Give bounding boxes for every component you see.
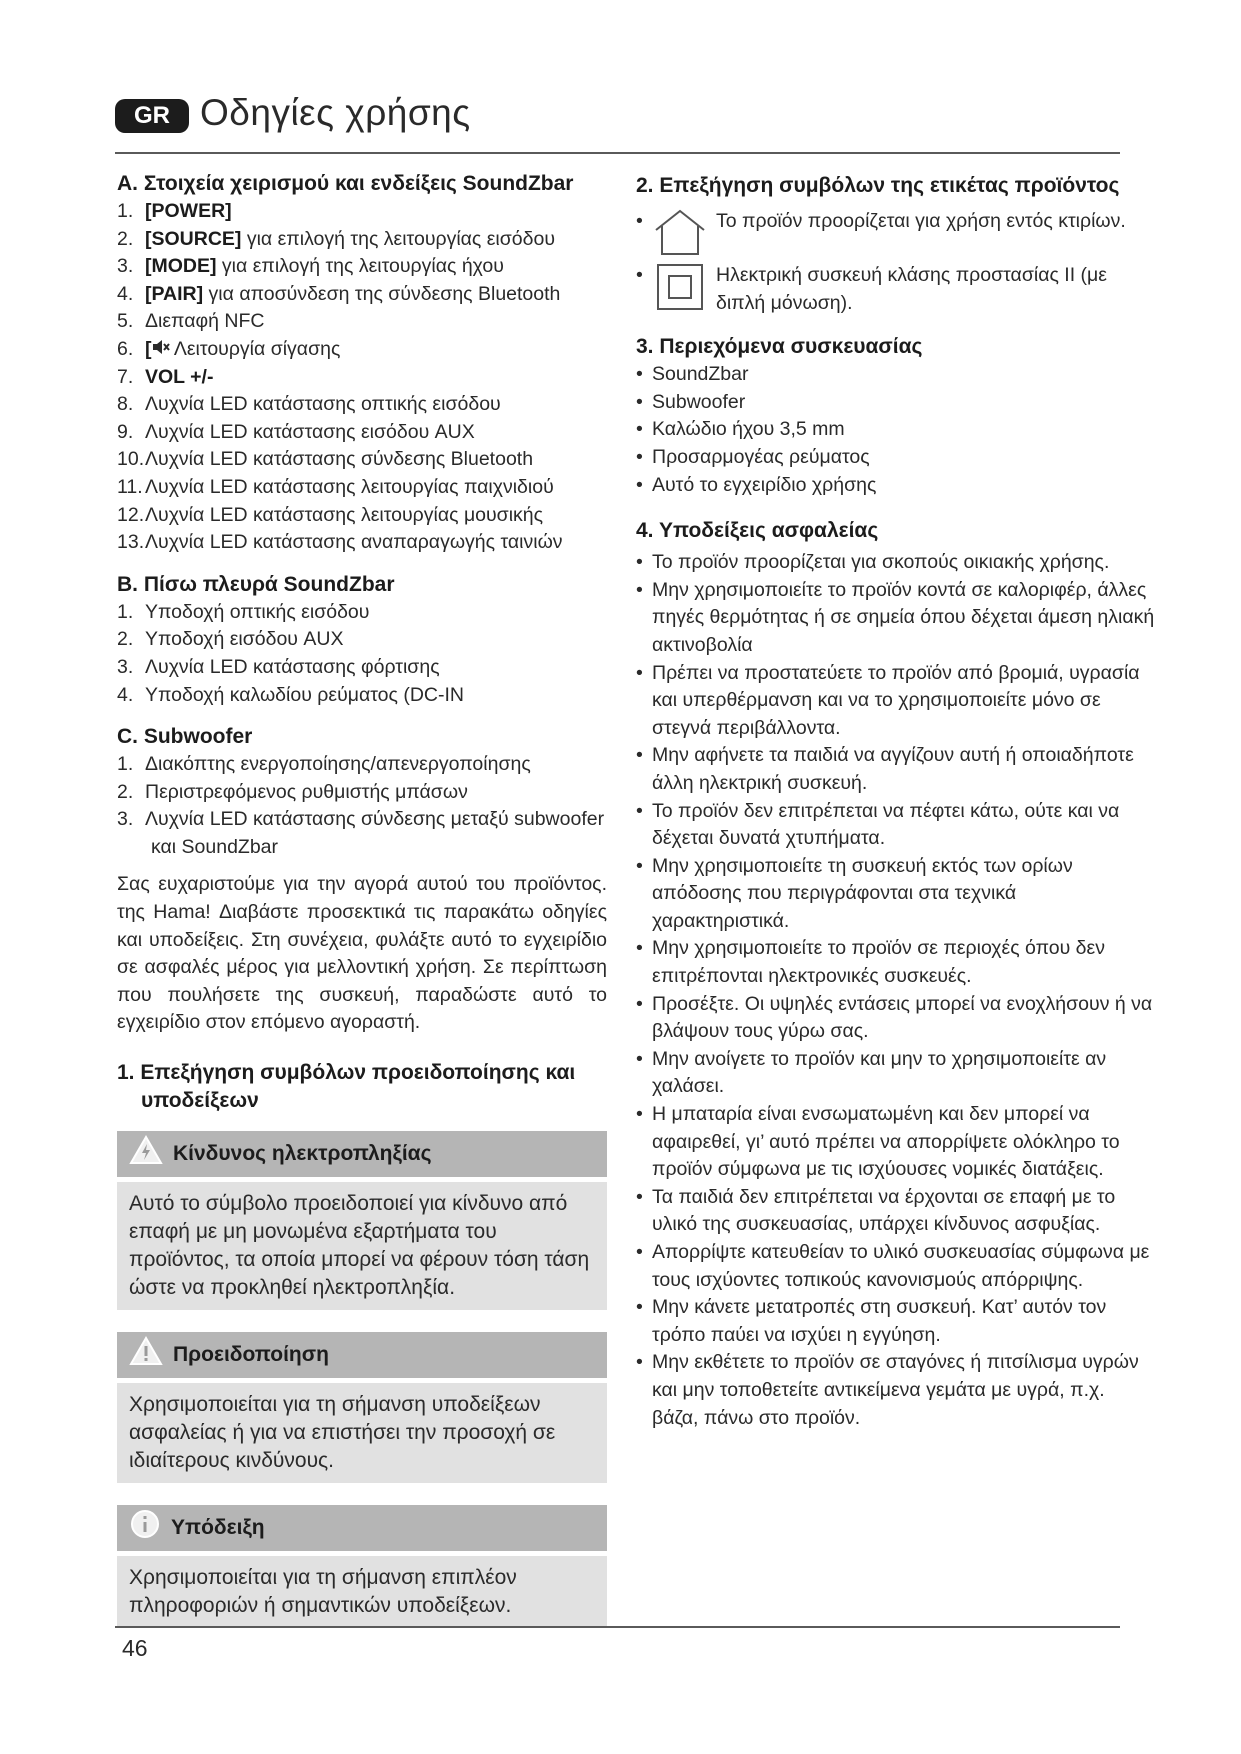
list-item [117,281,607,309]
item-number: 7. [117,365,134,388]
notice-title: Κίνδυνος ηλεκτροπληξίας [173,1142,432,1166]
section-1-heading [117,1059,607,1115]
item-number: 3. [117,655,134,678]
list-item: • Πρέπει να προστατεύετε το προϊόν από βρομιά, υγρασία και υπερθέρμανση και να το χρησιμοποιείτε μόνο σε στεγνά περιβάλλοντα. [636,660,1156,743]
list-item: • Μην ανοίγετε το προϊόν και μην το χρησιμοποιείτε αν χαλάσει. [636,1046,1156,1101]
notice-hint [117,1505,607,1628]
item-number: 4. [117,282,134,305]
item-number: 1. [117,753,134,776]
package-contents-list [636,361,1156,499]
left-column [117,170,607,1628]
list-item: • Προσαρμογέας ρεύματος [636,444,1156,472]
section-2-heading: 2. Επεξήγηση συμβόλων της ετικέτας προϊόντος [636,174,1120,197]
item-number: 2. [117,780,134,803]
list-item [117,529,607,557]
list-item [117,502,607,530]
list-item: • Μην χρησιμοποιείτε το προϊόν κοντά σε καλοριφέρ, άλλες πηγές θερμότητας ή σε σημεία όπου δέχεται άμεση ηλιακή ακτινοβολία [636,577,1156,660]
section-c-list [117,751,607,861]
list-item [117,253,607,281]
warning-icon [129,1336,173,1374]
warning-icon [129,1135,173,1173]
section-c-heading: C. Subwoofer [117,725,253,749]
item-text: Λυχνία LED κατάστασης οπτικής εισόδου [145,393,501,416]
item-text: Λυχνία LED κατάστασης λειτουργίας παιχνιδιού [145,475,554,498]
list-item: • Μην εκθέτετε το προϊόν σε σταγόνες ή πιτσίλισμα υγρών και μην τοποθετείτε αντικείμενα γεμάτα με υγρά, π.χ. βάζα, πάνω στο προϊόν. [636,1349,1156,1432]
notice-electric-shock [117,1131,607,1310]
page-title: Οδηγίες χρήσης [200,92,471,133]
list-item [117,198,607,226]
item-text: για αποσύνδεση της σύνδεσης Bluetooth [203,282,561,305]
notice-body: Χρησιμοποιείται για τη σήμανση επιπλέον πληροφοριών ή σημαντικών υποδείξεων. [117,1556,607,1628]
list-item [117,779,607,807]
notice-header [117,1332,607,1378]
item-number: 5. [117,310,134,333]
list-item [117,751,607,779]
item-number: 3. [117,808,134,831]
list-item [117,834,607,862]
item-text: Λειτουργία σίγασης [169,337,341,360]
item-text: Λυχνία LED κατάστασης σύνδεσης μεταξύ subwoofer [145,808,605,831]
safety-list [636,549,1156,1432]
item-text: Διεπαφή NFC [145,310,265,333]
section-a-list [117,198,607,557]
item-text: για επιλογή της λειτουργίας ήχου [216,255,504,278]
list-item: • Subwoofer [636,389,1156,417]
symbol-row: • Το προϊόν προορίζεται για χρήση εντός κτιρίων. [636,208,1156,258]
item-key: [SOURCE] [145,227,242,250]
list-item [117,308,607,336]
info-icon [129,1508,171,1548]
item-number: 1. [117,600,134,623]
item-text: Λυχνία LED κατάστασης σύνδεσης Bluetooth [145,448,534,471]
symbol-text: Το προϊόν προορίζεται για χρήση εντός κτιρίων. [716,210,1126,232]
page-number: 46 [122,1635,148,1661]
list-item: • SoundZbar [636,361,1156,389]
item-number: 3. [117,255,134,278]
notice-header [117,1131,607,1177]
section-b-list [117,599,607,709]
list-item [117,226,607,254]
house-icon [652,208,708,258]
list-item [117,391,607,419]
item-text: και SoundZbar [151,835,279,858]
notice-warning [117,1332,607,1483]
item-number: 1. [117,200,134,222]
item-number: 8. [117,393,134,416]
item-number: 9. [117,420,134,443]
item-key: [POWER] [145,200,232,222]
notice-body: Αυτό το σύμβολο προειδοποιεί για κίνδυνο από επαφή με μη μονωμένα εξαρτήματα του προϊόντος, τα οποία μπορεί να φέρουν τόση τάση ώστε να προκληθεί ηλεκτροπληξία. [117,1182,607,1310]
list-item: • Μην κάνετε μετατροπές στη συσκευή. Κατ’ αυτόν τον τρόπο παύει να ισχύει η εγγύηση. [636,1294,1156,1349]
item-text: για επιλογή της λειτουργίας εισόδου [241,227,556,250]
bottom-divider [115,1626,1120,1628]
list-item: • Τα παιδιά δεν επιτρέπεται να έρχονται σε επαφή με το υλικό της συσκευασίας, υπάρχει κίνδυνος ασφυξίας. [636,1184,1156,1239]
list-item [117,654,607,682]
section-1-heading-line1: 1. Επεξήγηση συμβόλων προειδοποίησης και [117,1061,576,1085]
item-key: VOL +/- [145,365,214,388]
section-4-heading: 4. Υποδείξεις ασφαλείας [636,519,879,543]
intro-paragraph: Σας ευχαριστούμε για την αγορά αυτού του προϊόντος. της Hama! Διαβάστε προσεκτικά τις παρακάτω οδηγίες και υποδείξεις. Στη συνέχεια, φυλάξτε αυτό το εγχειρίδιο σε ασφαλές μέρος για μελλοντική χρήση. Σε περίπτωση που πουλήσετε της συσκευή, παραδώστε αυτό το εγχειρίδιο στον επόμενο αγοραστή. [117,873,607,1034]
section-b-heading: B. Πίσω πλευρά SoundZbar [117,572,395,596]
item-text: Υποδοχή οπτικής εισόδου [145,600,370,623]
list-item [117,364,607,392]
list-item [117,446,607,474]
item-text: Λυχνία LED κατάστασης αναπαραγωγής ταινιών [145,531,563,554]
double-square-icon [652,262,708,312]
item-text: Υποδοχή καλωδίου ρεύματος (DC-IN [145,683,464,706]
list-item: • Η μπαταρία είναι ενσωματωμένη και δεν μπορεί να αφαιρεθεί, γι’ αυτό πρέπει να απορρίψετε ολόκληρο το προϊόν σύμφωνα με τις ισχύουσες νομικές διατάξεις. [636,1101,1156,1184]
section-3-heading: 3. Περιεχόμενα συσκευασίας [636,335,923,359]
item-key: [MODE] [145,255,217,278]
item-key: [ [145,337,152,360]
list-item [117,419,607,447]
item-text: Υποδοχή εισόδου AUX [145,628,344,651]
list-item [117,599,607,627]
list-item [117,806,607,834]
mute-icon [152,338,170,360]
item-text: Διακόπτης ενεργοποίησης/απενεργοποίησης [145,753,531,776]
item-number: 2. [117,628,134,651]
item-text: Περιστρεφόμενος ρυθμιστής μπάσων [145,780,468,803]
list-item: • Μην αφήνετε τα παιδιά να αγγίζουν αυτή ή οποιαδήποτε άλλη ηλεκτρική συσκευή. [636,742,1156,797]
section-a-heading: A. Στοιχεία χειρισμού και ενδείξεις SoundZbar [117,172,574,195]
item-number: 4. [117,683,134,706]
notice-title: Υπόδειξη [171,1516,265,1540]
item-number: 6. [117,337,134,360]
list-item [117,682,607,710]
symbol-text: Ηλεκτρική συσκευή κλάσης προστασίας II (με διπλή μόνωση). [716,264,1107,314]
item-number: 13. [117,531,145,554]
list-item: • Καλώδιο ήχου 3,5 mm [636,416,1156,444]
language-badge: GR [115,99,189,133]
item-number: 2. [117,227,134,250]
list-item: • Το προϊόν προορίζεται για σκοπούς οικιακής χρήσης. [636,549,1156,577]
item-number: 11. [117,475,143,498]
list-item: • Προσέξτε. Οι υψηλές εντάσεις μπορεί να ενοχλήσουν ή να βλάψουν τους γύρω σας. [636,991,1156,1046]
list-item: • Αυτό το εγχειρίδιο χρήσης [636,472,1156,500]
top-divider [115,152,1120,154]
item-text: Λυχνία LED κατάστασης εισόδου AUX [145,420,475,443]
list-item [117,626,607,654]
notice-title: Προειδοποίηση [173,1343,329,1367]
list-item [117,336,607,364]
notice-body: Χρησιμοποιείται για τη σήμανση υποδείξεων ασφαλείας ή για να επιστήσει την προσοχή σε ιδιαίτερους κινδύνους. [117,1383,607,1483]
item-key: [PAIR] [145,282,204,305]
item-number: 12. [117,503,145,526]
list-item: • Το προϊόν δεν επιτρέπεται να πέφτει κάτω, ούτε και να δέχεται δυνατά χτυπήματα. [636,798,1156,853]
item-text: Λυχνία LED κατάστασης φόρτισης [145,655,440,678]
list-item [117,474,607,502]
section-1-heading-line2: υποδείξεων [141,1089,259,1113]
list-item: • Απορρίψτε κατευθείαν το υλικό συσκευασίας σύμφωνα με τους ισχύοντες τοπικούς κανονισμούς απόρριψης. [636,1239,1156,1294]
item-number: 10. [117,448,145,471]
notice-header [117,1505,607,1551]
right-column [636,172,1156,1432]
list-item: • Μην χρησιμοποιείτε το προϊόν σε περιοχές όπου δεν επιτρέπονται ηλεκτρονικές συσκευές. [636,935,1156,990]
item-text: Λυχνία LED κατάστασης λειτουργίας μουσικής [145,503,544,526]
list-item: • Μην χρησιμοποιείτε τη συσκευή εκτός των ορίων απόδοσης που περιγράφονται στα τεχνικά χαρακτηριστικά. [636,853,1156,936]
symbol-row: • Ηλεκτρική συσκευή κλάσης προστασίας II (με διπλή μόνωση). [636,262,1156,317]
